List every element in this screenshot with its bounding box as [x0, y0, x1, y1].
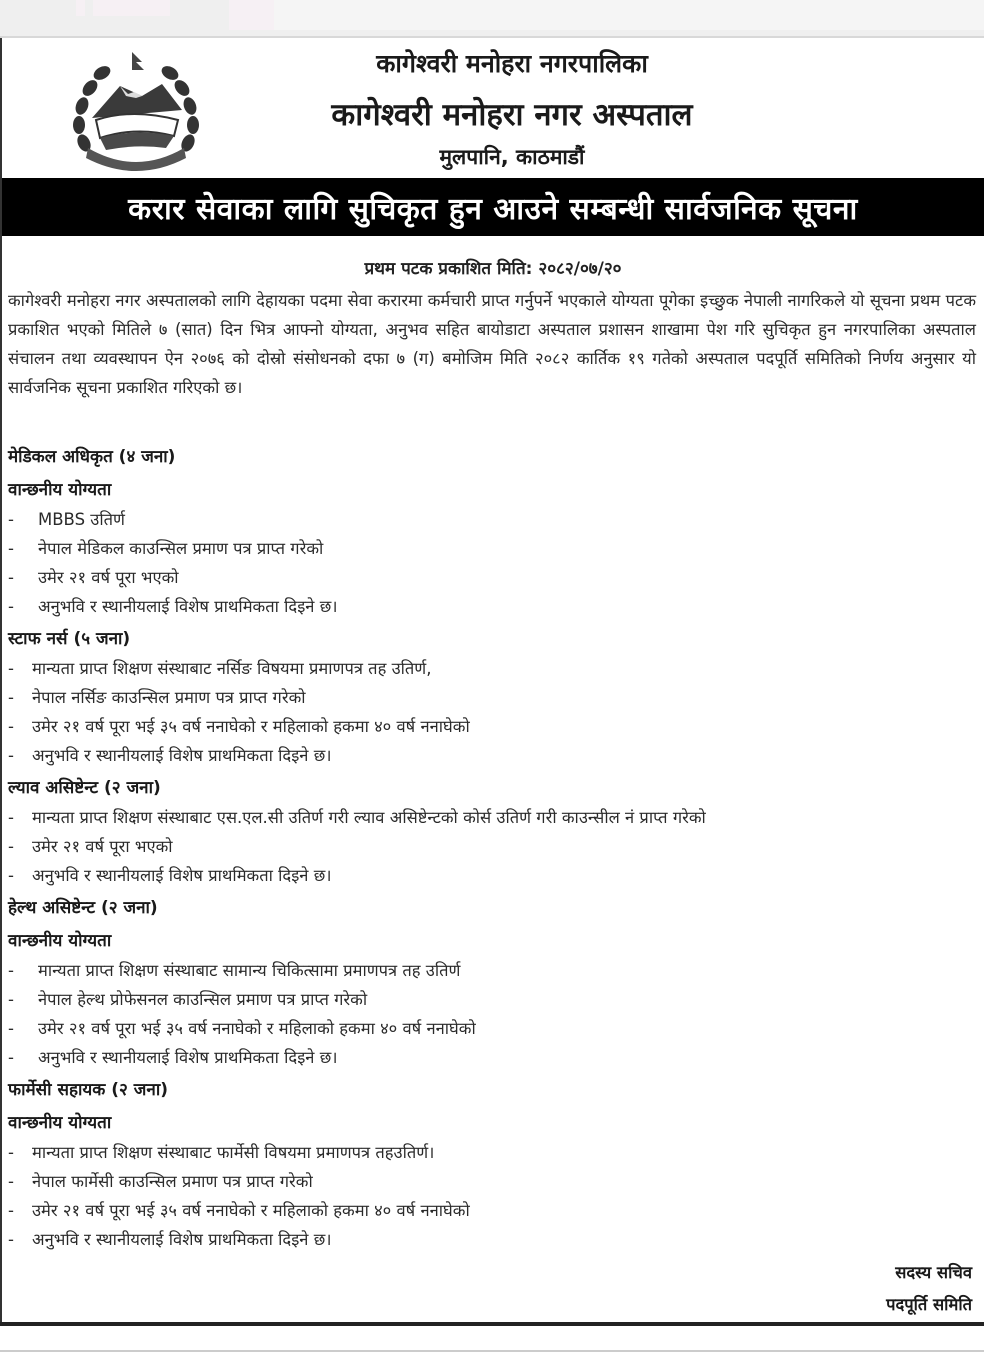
below-document-area	[0, 1326, 984, 1352]
position-title: हेल्थ असिष्टेन्ट (२ जना)	[8, 898, 158, 918]
signature-title: सदस्य सचिव	[895, 1263, 972, 1282]
overlay-block	[76, 0, 85, 16]
list-item: - मान्यता प्राप्त शिक्षण संस्थाबाट नर्सिङ विषयमा प्रमाणपत्र तह उतिर्ण,	[8, 659, 432, 678]
list-item: - मान्यता प्राप्त शिक्षण संस्थाबाट फार्मेसी विषयमा प्रमाणपत्र तहउतिर्ण।	[8, 1143, 435, 1162]
hospital-name: कागेश्वरी मनोहरा नगर अस्पताल	[331, 97, 693, 133]
nepal-emblem-icon	[62, 48, 210, 178]
qualification-heading: वान्छनीय योग्यता	[8, 931, 112, 951]
municipality-name: कागेश्वरी मनोहरा नगरपालिका	[376, 49, 648, 78]
list-item: - नेपाल मेडिकल काउन्सिल प्रमाण पत्र प्राप्त गरेको	[8, 539, 324, 558]
position-title: फार्मेसी सहायक (२ जना)	[8, 1080, 168, 1100]
list-item: - अनुभवि र स्थानीयलाई विशेष प्राथमिकता दिइने छ।	[8, 1230, 332, 1249]
qualification-heading: वान्छनीय योग्यता	[8, 1113, 112, 1133]
list-item: - MBBS उतिर्ण	[8, 510, 125, 529]
list-item: - अनुभवि र स्थानीयलाई विशेष प्राथमिकता दिइने छ।	[8, 746, 332, 765]
signature-committee: पदपूर्ति समिति	[886, 1295, 972, 1314]
overlay-block	[93, 0, 170, 16]
list-item: - उमेर २१ वर्ष पूरा भई ३५ वर्ष ननाघेको र महिलाको हकमा ४० वर्ष ननाघेको	[8, 717, 470, 736]
list-item: - नेपाल फार्मेसी काउन्सिल प्रमाण पत्र प्राप्त गरेको	[8, 1172, 313, 1191]
overlay-block	[274, 0, 984, 30]
list-item: - उमेर २१ वर्ष पूरा भई ३५ वर्ष ननाघेको र महिलाको हकमा ४० वर्ष ननाघेको	[8, 1019, 476, 1038]
position-title: स्टाफ नर्स (५ जना)	[8, 629, 131, 649]
notice-title-banner	[2, 178, 984, 236]
list-item: - मान्यता प्राप्त शिक्षण संस्थाबाट सामान्य चिकित्सामा प्रमाणपत्र तह उतिर्ण	[8, 961, 461, 980]
list-item: - उमेर २१ वर्ष पूरा भएको	[8, 568, 179, 587]
list-item: - मान्यता प्राप्त शिक्षण संस्थाबाट एस.एल.सी उतिर्ण गरी ल्याव असिष्टेन्टको कोर्स उतिर्ण गरी काउन्सील नं प्राप्त गरेको	[8, 808, 706, 827]
list-item: - उमेर २१ वर्ष पूरा भई ३५ वर्ष ननाघेको र महिलाको हकमा ४० वर्ष ननाघेको	[8, 1201, 470, 1220]
position-title: ल्याव असिष्टेन्ट (२ जना)	[8, 778, 161, 798]
overlay-block	[229, 0, 274, 30]
list-item: - अनुभवि र स्थानीयलाई विशेष प्राथमिकता दिइने छ।	[8, 1048, 338, 1067]
list-item: - अनुभवि र स्थानीयलाई विशेष प्राथमिकता दिइने छ।	[8, 866, 332, 885]
list-item: - उमेर २१ वर्ष पूरा भएको	[8, 837, 173, 856]
address: मुलपानि, काठमाडौं	[439, 145, 585, 169]
notice-title: करार सेवाका लागि सुचिकृत हुन आउने सम्बन्धी सार्वजनिक सूचना	[128, 191, 858, 227]
list-item: - नेपाल हेल्थ प्रोफेसनल काउन्सिल प्रमाण पत्र प्राप्त गरेको	[8, 990, 368, 1009]
published-date: प्रथम पटक प्रकाशित मिति: २०८२/०७/२०	[364, 259, 622, 279]
qualification-heading: वान्छनीय योग्यता	[8, 480, 112, 500]
top-overlay-strip	[0, 0, 984, 38]
list-item: - नेपाल नर्सिङ काउन्सिल प्रमाण पत्र प्राप्त गरेको	[8, 688, 306, 707]
position-title: मेडिकल अधिकृत (४ जना)	[8, 447, 176, 467]
notice-document	[0, 38, 984, 1322]
list-item: - अनुभवि र स्थानीयलाई विशेष प्राथमिकता दिइने छ।	[8, 597, 338, 616]
positions-list	[8, 443, 968, 1254]
intro-paragraph: कागेश्वरी मनोहरा नगर अस्पतालको लागि देहायका पदमा सेवा करारमा कर्मचारी प्राप्त गर्नुपर्ने भएकाले योग्यता पूगेका इच्छुक नेपाली नागरिकले यो सूचना प्रथम पटक प्रकाशित भएको मितिले ७ (सात) दिन भित्र आफ्नो योग्यता, अनुभव सहित बायोडाटा अस्पताल प्रशासन शाखामा पेश गरि सुचिकृत हुन नगरपालिका अस्पताल संचालन तथा व्यवस्थापन ऐन २०७६ को दोस्रो संसोधनको दफा ७ (ग) बमोजिम मिति २०८२ कार्तिक १९ गतेको अस्पताल पदपूर्ति समितिको निर्णय अनुसार यो सार्वजनिक सूचना प्रकाशित गरिएको छ।	[8, 291, 976, 397]
